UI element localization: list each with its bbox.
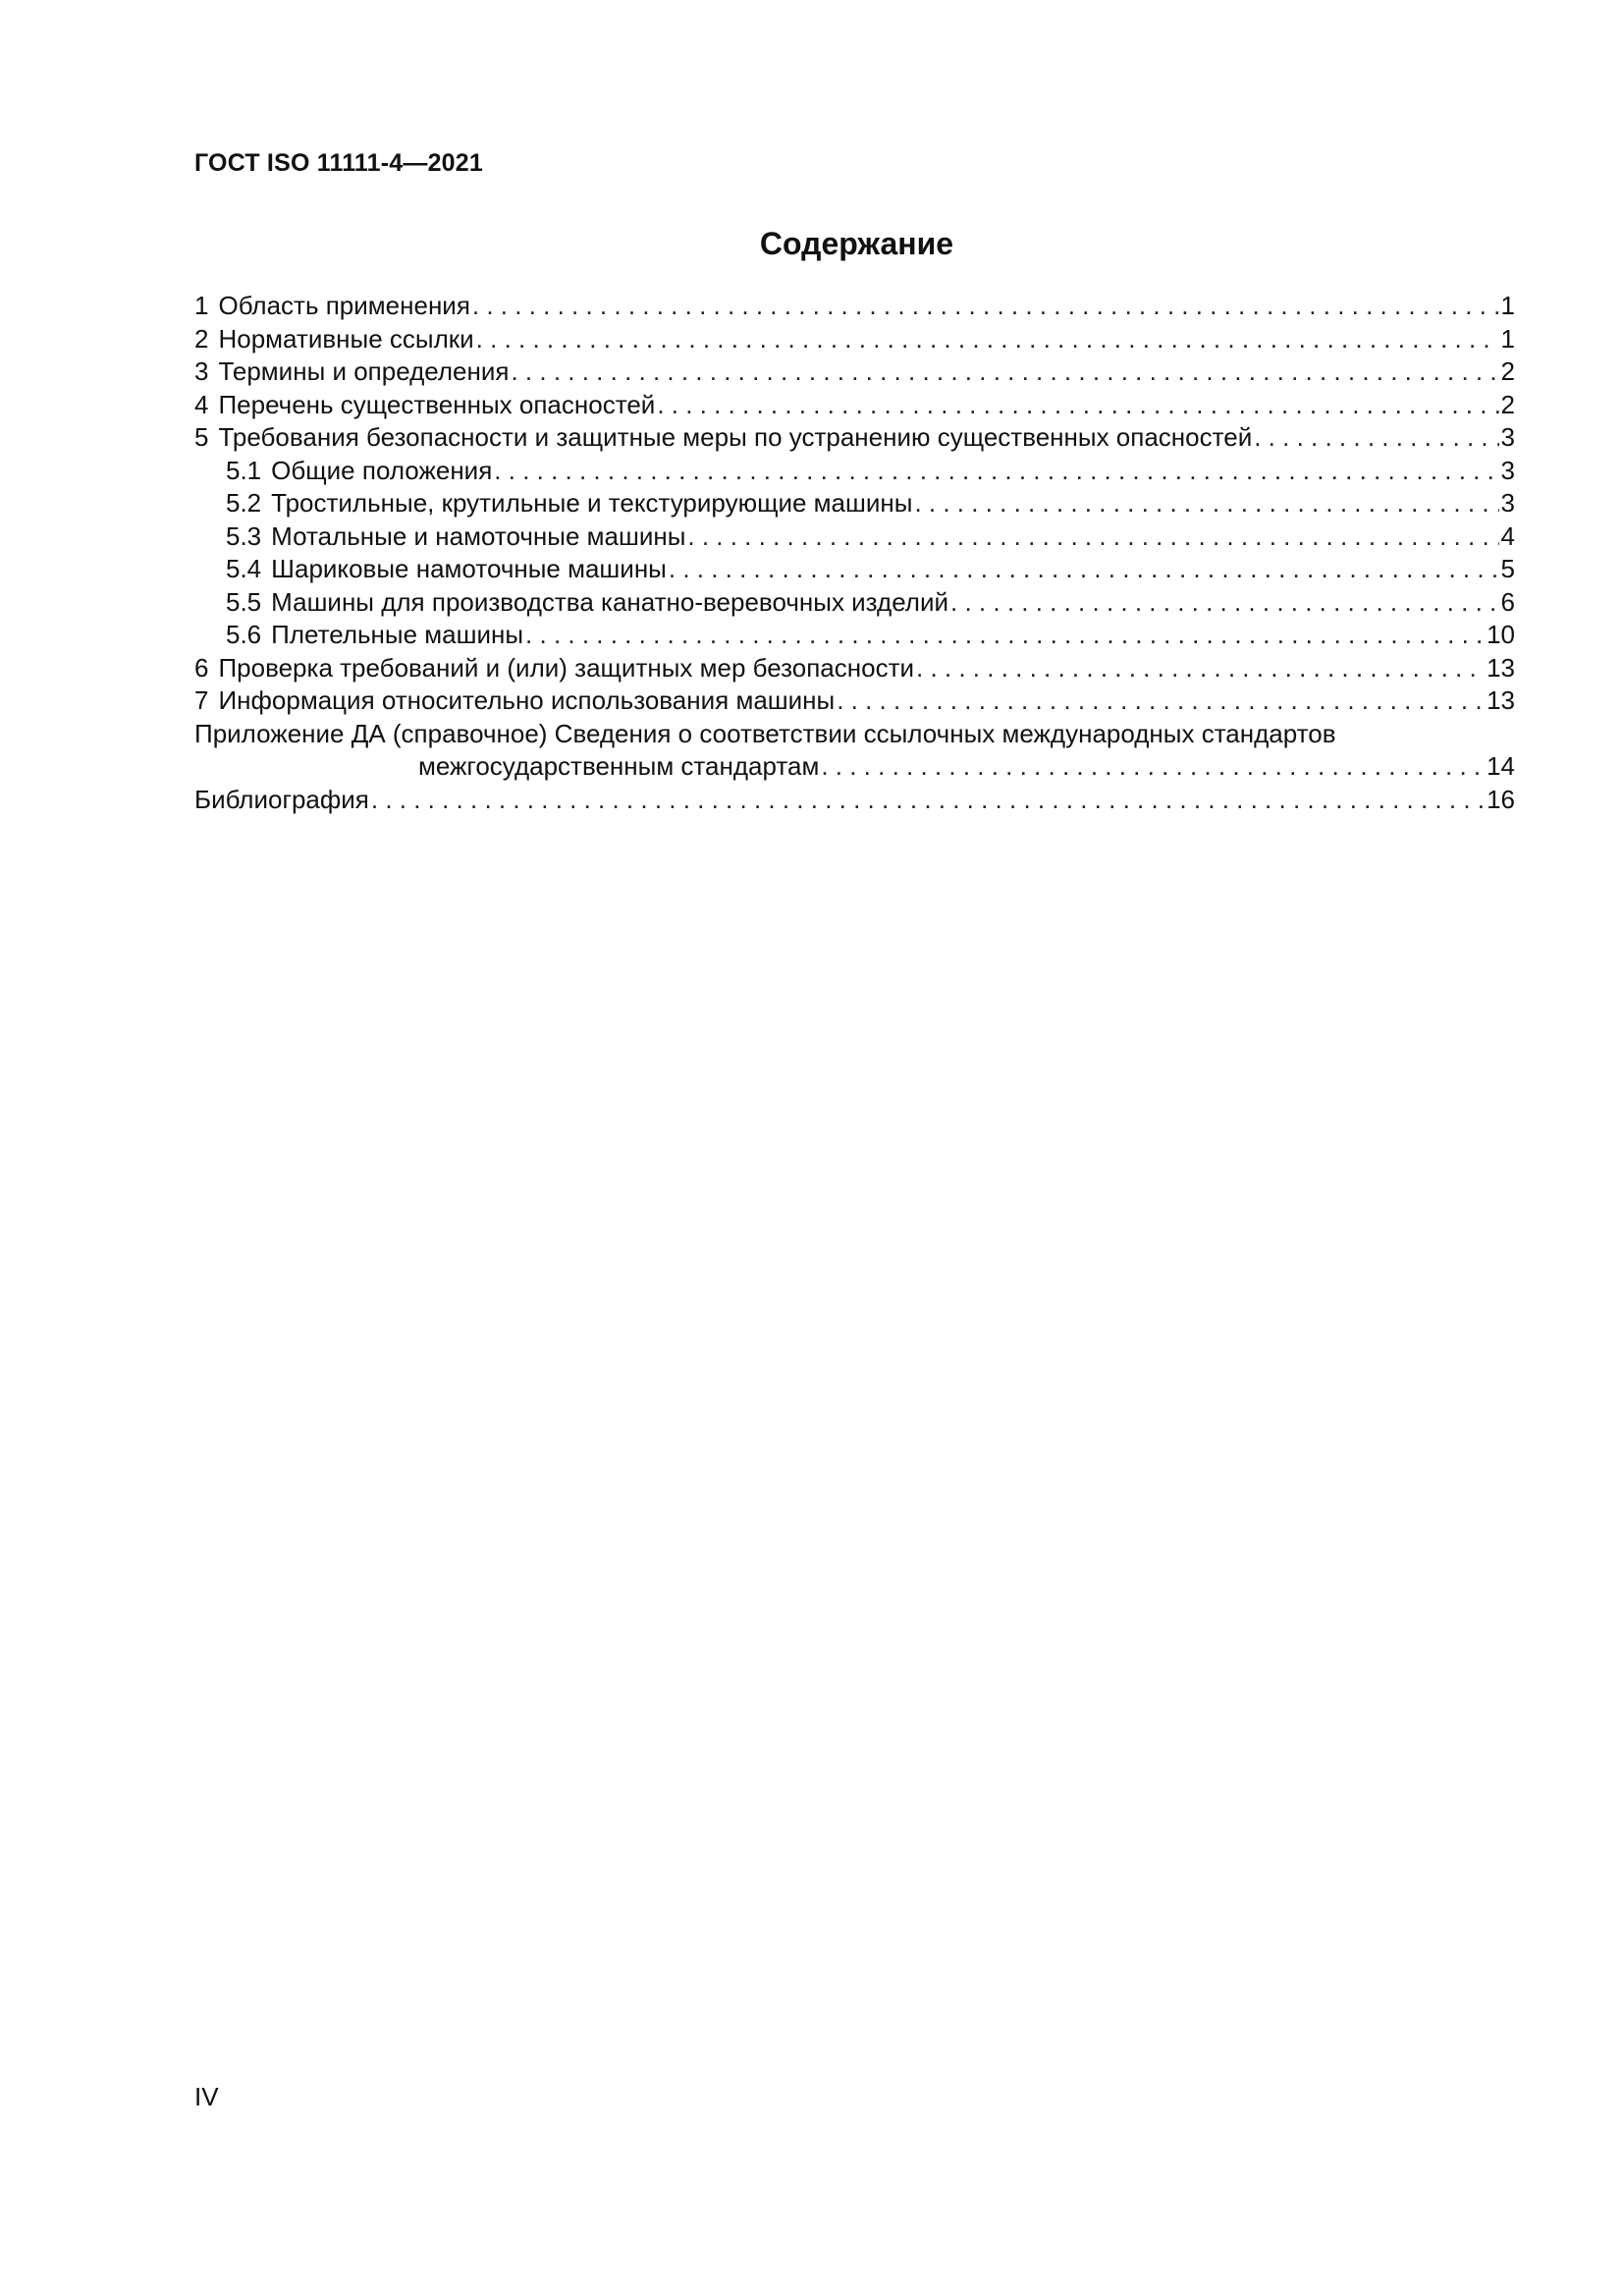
toc-entry-number: 1	[194, 291, 209, 320]
toc-entry-title: Перечень существенных опасностей	[218, 389, 656, 419]
toc-dot-leader	[472, 290, 1499, 323]
toc-entry[interactable]	[194, 652, 1515, 685]
toc-entry-title: Область применения	[218, 291, 470, 320]
toc-entry-title: Машины для производства канатно-веревочных изделий	[271, 586, 949, 617]
toc-subentry[interactable]	[194, 553, 1515, 586]
toc-entry[interactable]	[194, 323, 1515, 356]
toc-entry-title: Шариковые намоточные машины	[271, 554, 667, 583]
toc-subentry[interactable]	[194, 487, 1515, 520]
toc-entry[interactable]	[194, 290, 1515, 323]
toc-entry-number: 5.6	[226, 620, 262, 649]
table-of-contents	[194, 290, 1515, 816]
toc-dot-leader	[821, 750, 1485, 784]
toc-entry-number: 3	[194, 356, 209, 386]
toc-entry-page: 1	[1500, 323, 1515, 354]
toc-entry-page: 2	[1500, 389, 1515, 419]
toc-entry-page: 5	[1500, 554, 1515, 583]
toc-entry-title: Термины и определения	[218, 356, 510, 386]
toc-dot-leader	[837, 684, 1485, 718]
toc-entry-bibliography[interactable]	[194, 784, 1515, 817]
toc-dot-leader	[1254, 421, 1498, 455]
toc-subentry[interactable]	[194, 619, 1515, 652]
toc-entry-number: 5.2	[226, 488, 262, 518]
toc-entry-page: 3	[1500, 422, 1515, 452]
toc-entry-page: 13	[1487, 685, 1515, 715]
toc-entry-page: 1	[1500, 291, 1515, 320]
toc-entry-page: 14	[1487, 751, 1515, 781]
toc-entry-number: 4	[194, 389, 209, 419]
toc-entry-title: Библиография	[194, 784, 369, 814]
toc-dot-leader	[669, 553, 1499, 586]
toc-dot-leader	[494, 455, 1498, 488]
toc-entry-number: 5.3	[226, 520, 262, 551]
toc-entry-page: 6	[1500, 586, 1515, 617]
toc-entry-title: Плетельные машины	[271, 620, 524, 649]
toc-heading: Содержание	[759, 226, 954, 261]
toc-entry-title: Приложение ДА (справочное) Сведения о соответствии ссылочных международных стандартов	[194, 718, 1336, 748]
toc-entry-title: Проверка требований и (или) защитных мер безопасности	[218, 652, 915, 683]
toc-entry-page: 2	[1500, 356, 1515, 386]
toc-entry-title: Тростильные, крутильные и текстурирующие машины	[271, 488, 913, 518]
toc-entry-number: 2	[194, 323, 209, 354]
toc-entry-number: 5	[194, 422, 209, 452]
toc-dot-leader	[525, 619, 1485, 652]
toc-entry-title: Требования безопасности и защитные меры по устранению существенных опасностей	[218, 422, 1253, 452]
toc-dot-leader	[950, 586, 1499, 620]
toc-entry-appendix[interactable]	[194, 718, 1515, 751]
toc-dot-leader	[476, 323, 1499, 356]
document-code: ГОСТ ISO 11111-4—2021	[194, 149, 483, 177]
toc-entry-title: Информация относительно использования машины	[218, 685, 836, 715]
toc-entry-title: Мотальные и намоточные машины	[271, 520, 686, 551]
toc-dot-leader	[687, 520, 1498, 554]
toc-subentry[interactable]	[194, 520, 1515, 554]
page-number: IV	[194, 2082, 219, 2111]
toc-entry-page: 16	[1487, 784, 1515, 814]
toc-entry-number: 5.4	[226, 554, 262, 583]
toc-entry-appendix-continuation[interactable]	[194, 750, 1515, 784]
toc-entry-page: 3	[1500, 488, 1515, 518]
toc-entry-title: межгосударственным стандартам	[418, 751, 820, 781]
toc-entry[interactable]	[194, 389, 1515, 422]
toc-entry-number: 6	[194, 652, 209, 683]
toc-dot-leader	[657, 389, 1498, 422]
toc-entry-page: 10	[1487, 620, 1515, 649]
toc-entry[interactable]	[194, 355, 1515, 389]
toc-entry[interactable]	[194, 684, 1515, 718]
toc-entry-page: 3	[1500, 455, 1515, 485]
toc-entry-number: 7	[194, 685, 209, 715]
toc-entry-title: Нормативные ссылки	[218, 323, 474, 354]
toc-entry[interactable]	[194, 421, 1515, 455]
toc-dot-leader	[916, 652, 1485, 685]
toc-entry-number: 5.5	[226, 586, 262, 617]
toc-entry-title: Общие положения	[271, 455, 493, 485]
toc-subentry[interactable]	[194, 455, 1515, 488]
toc-entry-number: 5.1	[226, 455, 262, 485]
toc-subentry[interactable]	[194, 586, 1515, 620]
toc-entry-page: 4	[1500, 520, 1515, 551]
toc-dot-leader	[511, 355, 1498, 389]
toc-dot-leader	[914, 487, 1498, 520]
toc-dot-leader	[371, 784, 1485, 817]
toc-entry-page: 13	[1487, 652, 1515, 683]
